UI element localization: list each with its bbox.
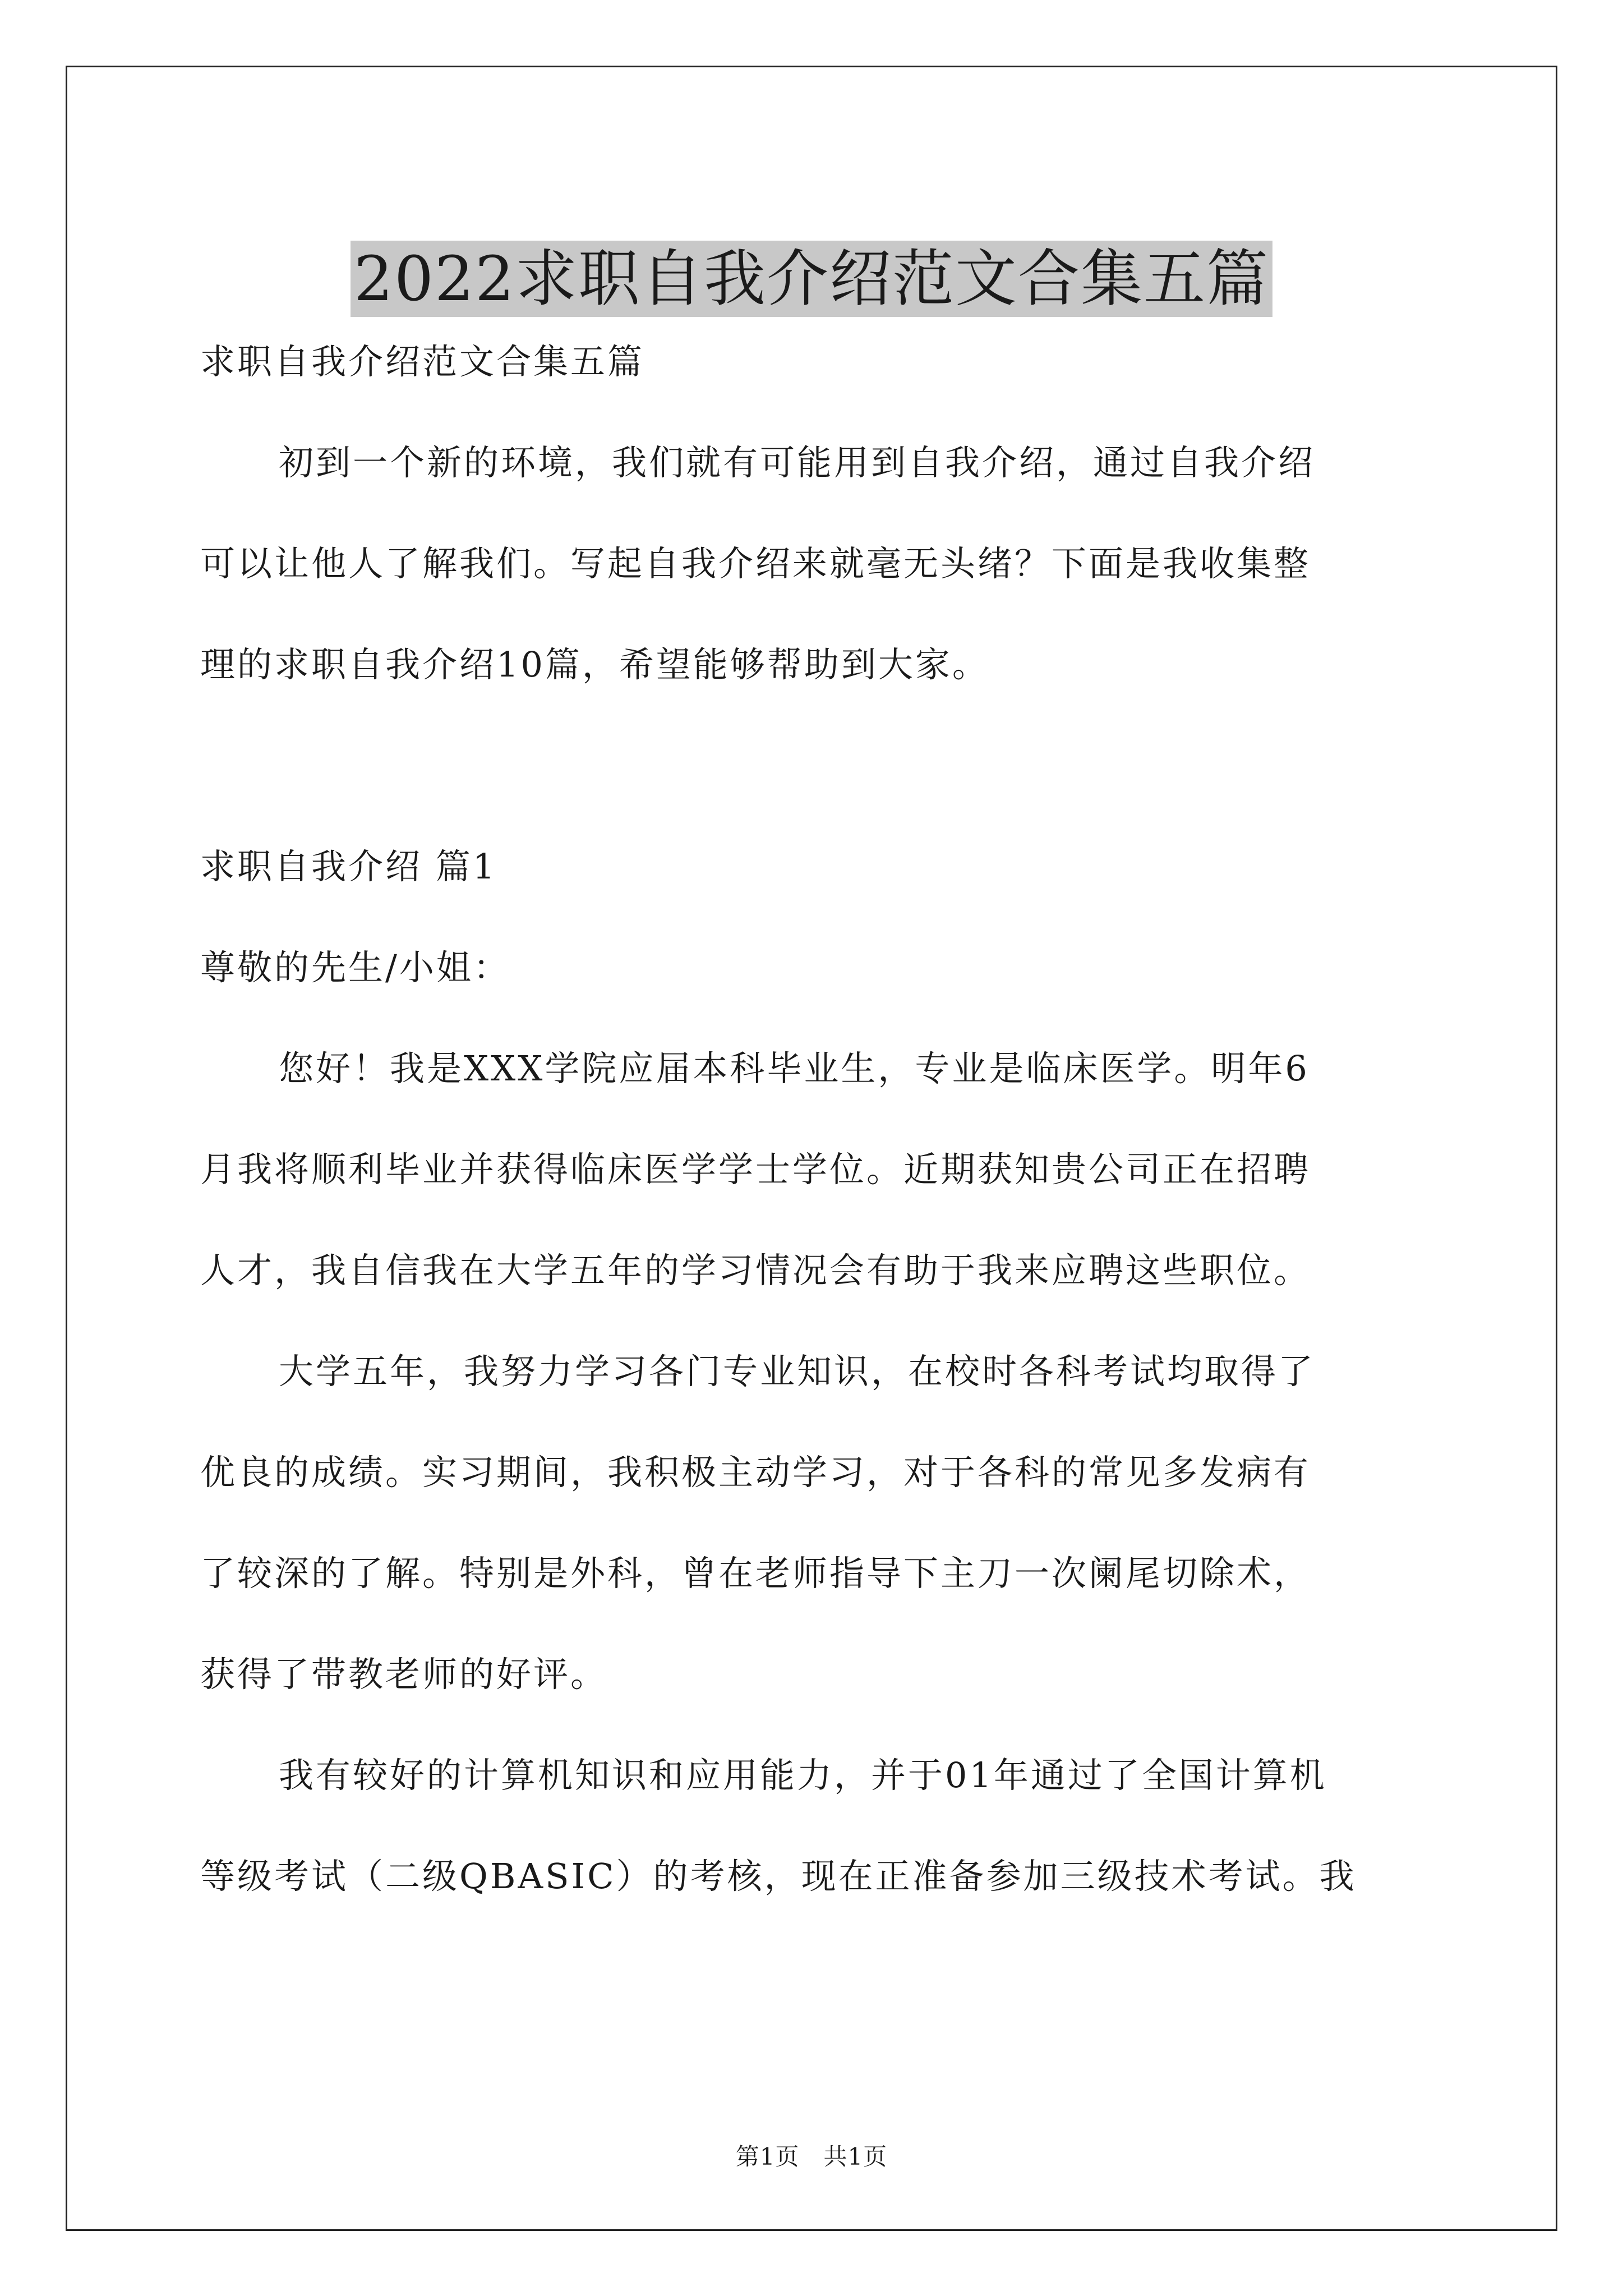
text-line: 了较深的了解。特别是外科，曾在老师指导下主刀一次阑尾切除术，	[200, 1553, 1311, 1594]
text-line: 等级考试（二级QBASIC）的考核，现在正准备参加三级技术考试。我	[200, 1856, 1357, 1897]
text-line: 求职自我介绍 篇1	[200, 846, 497, 887]
text-line: 我有较好的计算机知识和应用能力，并于01年通过了全国计算机	[279, 1755, 1327, 1796]
text-line: 理的求职自我介绍10篇，希望能够帮助到大家。	[200, 644, 989, 685]
text-line: 可以让他人了解我们。写起自我介绍来就毫无头绪？下面是我收集整	[200, 543, 1311, 584]
text-line: 尊敬的先生/小姐：	[200, 947, 510, 988]
text-line: 获得了带教老师的好评。	[200, 1654, 608, 1695]
document-body	[200, 311, 1434, 1927]
page-footer: 第1页 共1页	[735, 2143, 888, 2170]
document-title: 2022求职自我介绍范文合集五篇	[351, 241, 1272, 317]
text-line: 大学五年，我努力学习各门专业知识，在校时各科考试均取得了	[279, 1351, 1316, 1392]
text-line: 初到一个新的环境，我们就有可能用到自我介绍，通过自我介绍	[279, 442, 1316, 483]
blank-line	[200, 715, 1434, 816]
text-line: 您好！我是XXX学院应届本科毕业生，专业是临床医学。明年6	[279, 1048, 1310, 1089]
text-line: 月我将顺利毕业并获得临床医学学士学位。近期获知贵公司正在招聘	[200, 1149, 1311, 1190]
text-line: 人才，我自信我在大学五年的学习情况会有助于我来应聘这些职位。	[200, 1250, 1311, 1291]
text-line: 求职自我介绍范文合集五篇	[200, 341, 645, 382]
text-line: 优良的成绩。实习期间，我积极主动学习，对于各科的常见多发病有	[200, 1452, 1311, 1493]
